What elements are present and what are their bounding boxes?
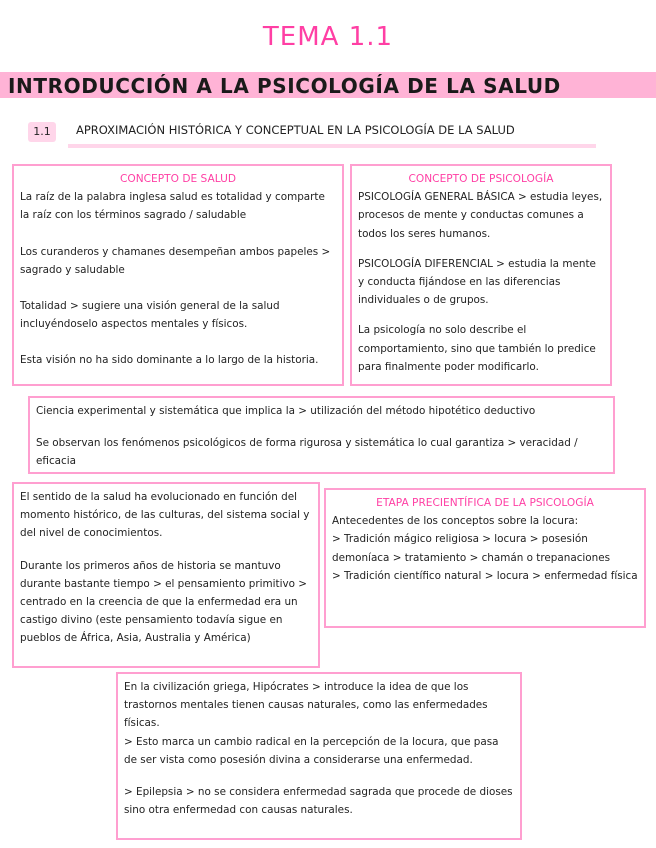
psicologia-paragraph-3: La psicología no solo describe el comportamiento, sino que también lo predice para finalmente poder modificarlo. bbox=[358, 324, 596, 373]
salud-paragraph-1: La raíz de la palabra inglesa salud es totalidad y comparte la raíz con los términos sagrado / saludable bbox=[20, 191, 325, 222]
etapa-paragraph-2: > Tradición mágico religiosa > locura > posesión demoníaca > tratamiento > chamán o trepanaciones bbox=[332, 533, 611, 564]
psicologia-paragraph-1: PSICOLOGÍA GENERAL BÁSICA > estudia leyes, procesos de mente y conductas comunes a todos los seres humanos. bbox=[358, 191, 603, 240]
salud-paragraph-3: Totalidad > sugiere una visión general de la salud incluyéndoselo aspectos mentales y físicos. bbox=[20, 300, 280, 331]
sentido-paragraph-2: Durante los primeros años de historia se mantuvo durante bastante tiempo > el pensamiento primitivo > centrado en la creencia de que la enfermedad era un castigo divino (este pensamiento todavía sigue en pueblos de África, Asia, Australia y América) bbox=[20, 559, 307, 645]
grecia-paragraph-2: > Esto marca un cambio radical en la percepción de la locura, que pasa de ser vista como posesión divina a considerarse una enfermedad. bbox=[124, 735, 499, 766]
grecia-paragraph-1: En la civilización griega, Hipócrates > introduce la idea de que los trastornos mentales tienen causas naturales, como las enfermedades físicas. bbox=[124, 681, 488, 730]
concepto-psicologia-heading: CONCEPTO DE PSICOLOGÍA bbox=[408, 173, 554, 185]
page-title: TEMA 1.1 bbox=[262, 22, 394, 52]
etapa-precientifica-box bbox=[324, 488, 646, 628]
etapa-paragraph-3: > Tradición científico natural > locura > enfermedad física bbox=[332, 569, 638, 582]
sentido-paragraph-1: El sentido de la salud ha evolucionado en función del momento histórico, de las culturas, del sistema social y del nivel de conocimientos. bbox=[20, 491, 310, 540]
grecia-paragraph-3: > Epilepsia > no se considera enfermedad sagrada que procede de dioses sino otra enfermedad con causas naturales. bbox=[124, 786, 513, 817]
etapa-paragraph-1: Antecedentes de los conceptos sobre la locura: bbox=[332, 515, 579, 528]
sentido-salud-box bbox=[12, 482, 320, 668]
civilizacion-griega-box bbox=[116, 672, 522, 840]
section-number: 1.1 bbox=[28, 122, 56, 142]
ciencia-paragraph-1: Ciencia experimental y sistemática que implica la > utilización del método hipotético deductivo bbox=[36, 405, 536, 417]
ciencia-box bbox=[28, 396, 615, 474]
concepto-salud-heading: CONCEPTO DE SALUD bbox=[120, 173, 236, 185]
concepto-psicologia-box bbox=[350, 164, 612, 386]
psicologia-paragraph-2: PSICOLOGÍA DIFERENCIAL > estudia la mente y conducta fijándose en las diferencias individuales o de grupos. bbox=[358, 257, 596, 307]
concepto-salud-box bbox=[12, 164, 344, 386]
banner-title: INTRODUCCIÓN A LA PSICOLOGÍA DE LA SALUD bbox=[8, 74, 561, 98]
salud-paragraph-4: Esta visión no ha sido dominante a lo largo de la historia. bbox=[20, 354, 319, 367]
section-title: APROXIMACIÓN HISTÓRICA Y CONCEPTUAL EN LA PSICOLOGÍA DE LA SALUD bbox=[68, 120, 596, 148]
salud-paragraph-2: Los curanderos y chamanes desempeñan ambos papeles > sagrado y saludable bbox=[20, 245, 331, 276]
etapa-heading: ETAPA PRECIENTÍFICA DE LA PSICOLOGÍA bbox=[376, 497, 594, 509]
ciencia-paragraph-2: Se observan los fenómenos psicológicos de forma rigurosa y sistemática lo cual garantiza > veracidad / eficacia bbox=[36, 437, 578, 468]
